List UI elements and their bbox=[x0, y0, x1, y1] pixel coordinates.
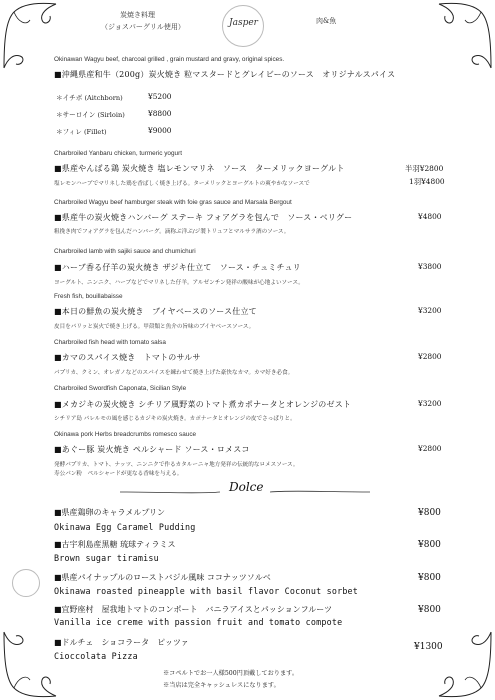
item-price-secondary: 1羽¥4800 bbox=[409, 177, 445, 186]
dessert-english: Cioccolata Pizza bbox=[54, 651, 138, 661]
item-description: 発酵パプリカ、トマト、ナッツ、ニンニクで作るカタルーニャ地方発祥の伝統的なロメスソース。 bbox=[54, 462, 299, 468]
corner-ornament-bottom-right bbox=[435, 630, 495, 700]
dessert-japanese: ■県産鶏卵のキャラメルプリン bbox=[54, 508, 165, 517]
header-left-line2: （ジョスパーグリル使用） bbox=[101, 23, 185, 31]
header-left-line1: 炭焼き料理 bbox=[120, 11, 155, 19]
logo-badge-small bbox=[12, 569, 40, 597]
item-japanese: ■ハーブ香る仔羊の炭火焼き ザジキ仕立て ソース・チュミチュリ bbox=[54, 263, 301, 272]
item-description: ヨーグルト、ニンニク、ハーブなどでマリネした仔羊。アルゼンチン発祥の酸味が心地よいソース。 bbox=[54, 280, 304, 286]
item-price: ¥3200 bbox=[418, 399, 442, 408]
dessert-japanese: ■宜野座村 屋我地トマトのコンポート バニラアイスとパッションフルーツ bbox=[54, 605, 332, 614]
item-description: 皮目をパリッと炭火で焼き上げる。甲殻類と魚介の旨味のブイヤベースソース。 bbox=[54, 324, 255, 330]
item-japanese: ■カマのスパイス焼き トマトのサルサ bbox=[54, 353, 201, 362]
cut-price: ¥9000 bbox=[148, 126, 172, 135]
corner-ornament-top-left bbox=[0, 0, 60, 70]
item-english: Charbroiled Wagyu beef hamburger steak with foie gras sauce and Marsala Bergout bbox=[54, 199, 292, 206]
dessert-price: ¥800 bbox=[418, 540, 441, 550]
header-right-label: 肉&魚 bbox=[316, 17, 337, 25]
cut-price: ¥5200 bbox=[148, 92, 172, 101]
item-description: 粗挽き肉でフォアグラを包んだハンバーグ。滴称ぶ洋ぶ/ジ製トリュフとマルサラ酒のソース。 bbox=[54, 229, 290, 235]
dessert-japanese: ■県産パイナップルのローストバジル風味 ココナッツソルベ bbox=[54, 573, 271, 582]
cut-name: ＊イチボ (Aitchborn) bbox=[56, 94, 123, 102]
item-english: Charbroiled Swordfish Caponata, Sicilian Style bbox=[54, 385, 187, 392]
dessert-english: Okinawa roasted pineapple with basil flavor Coconut sorbet bbox=[54, 586, 359, 596]
item-english: Charbroiled lamb with sajiki sauce and chumichuri bbox=[54, 248, 196, 255]
item-japanese: ■メカジキの炭火焼き シチリア風野菜のトマト煮カポナータとオレンジのゼスト bbox=[54, 400, 352, 409]
item-price: ¥3200 bbox=[418, 306, 442, 315]
item-price: ¥2800 bbox=[418, 444, 442, 453]
wagyu-japanese: ■沖縄県産和牛（200g）炭火焼き 粒マスタードとグレイビーのソース オリジナルスパイス bbox=[54, 70, 396, 79]
item-english: Charbroiled fish head with tomato salsa bbox=[54, 339, 166, 346]
item-japanese: ■あぐー豚 炭火焼き ペルシャード ソース・ロメスコ bbox=[54, 445, 250, 454]
item-english: Charbroiled Yanbaru chicken, turmeric yogurt bbox=[54, 150, 182, 157]
cut-price: ¥8800 bbox=[148, 109, 172, 118]
cut-name: ＊サーロイン (Sirloin) bbox=[56, 111, 125, 119]
corner-ornament-bottom-left bbox=[0, 630, 60, 700]
item-english: Okinawa pork Herbs breadcrumbs romesco sauce bbox=[54, 431, 197, 438]
item-english: Fresh fish, bouillabaisse bbox=[54, 293, 123, 300]
item-japanese: ■県産牛の炭火焼きハンバーグ ステーキ フォアグラを包んで ソース・ベリグー bbox=[54, 213, 353, 222]
dessert-price: ¥800 bbox=[418, 605, 441, 615]
cut-name: ＊フィレ (Fillet) bbox=[56, 128, 107, 136]
wagyu-english: Okinawan Wagyu beef, charcoal grilled , grain mustard and gravy, original spices. bbox=[54, 56, 285, 63]
dessert-japanese: ■ドルチェ ショコラータ ピッツァ bbox=[54, 638, 189, 647]
item-price: ¥2800 bbox=[418, 352, 442, 361]
dessert-price: ¥800 bbox=[418, 508, 441, 518]
footer-note: ※当店は完全キャッシュレスになります。 bbox=[163, 682, 280, 689]
item-price: ¥3800 bbox=[418, 262, 442, 271]
dessert-price: ¥800 bbox=[418, 573, 441, 583]
item-description: シチリア島 パレルモの風を感じるカジキの炭火焼き。カポナータとオレンジの皮でさっぱりと。 bbox=[54, 416, 296, 422]
dessert-english: Okinawa Egg Caramel Pudding bbox=[54, 522, 196, 532]
dolce-title: Dolce bbox=[229, 480, 264, 494]
item-description: 寿公パン粉 ペルシャードが更なる香味を与える。 bbox=[54, 471, 183, 477]
dessert-japanese: ■古宇利島産黒糖 琉球ティラミス bbox=[54, 540, 176, 549]
dessert-price: ¥1300 bbox=[414, 642, 443, 652]
item-japanese: ■県産やんばる鶏 炭火焼き 塩レモンマリネ ソース ターメリックヨーグルト bbox=[54, 164, 345, 173]
logo-text: Jasper bbox=[229, 18, 258, 28]
dessert-english: Brown sugar tiramisu bbox=[54, 553, 159, 563]
item-description: パプリカ、クミン、オレガノなどのスパイスを練わせて焼き上げた豪快なカマ。カマ好き必食。 bbox=[54, 370, 294, 376]
item-price: ¥4800 bbox=[418, 212, 442, 221]
item-description: 塩レモンハーブでマリネした鶏を香ばしく焼き上げる。ターメリックとヨーグルトの爽やかなソースで bbox=[54, 181, 310, 187]
dessert-english: Vanilla ice creme with passion fruit and tomato compote bbox=[54, 617, 343, 627]
corner-ornament-top-right bbox=[435, 0, 495, 70]
footer-note: ※コペルトでお一人様500円頂戴しております。 bbox=[163, 670, 299, 677]
item-japanese: ■本日の鮮魚の炭火焼き ブイヤベースのソース仕立て bbox=[54, 307, 257, 316]
item-price: 半羽¥2800 bbox=[405, 164, 444, 173]
